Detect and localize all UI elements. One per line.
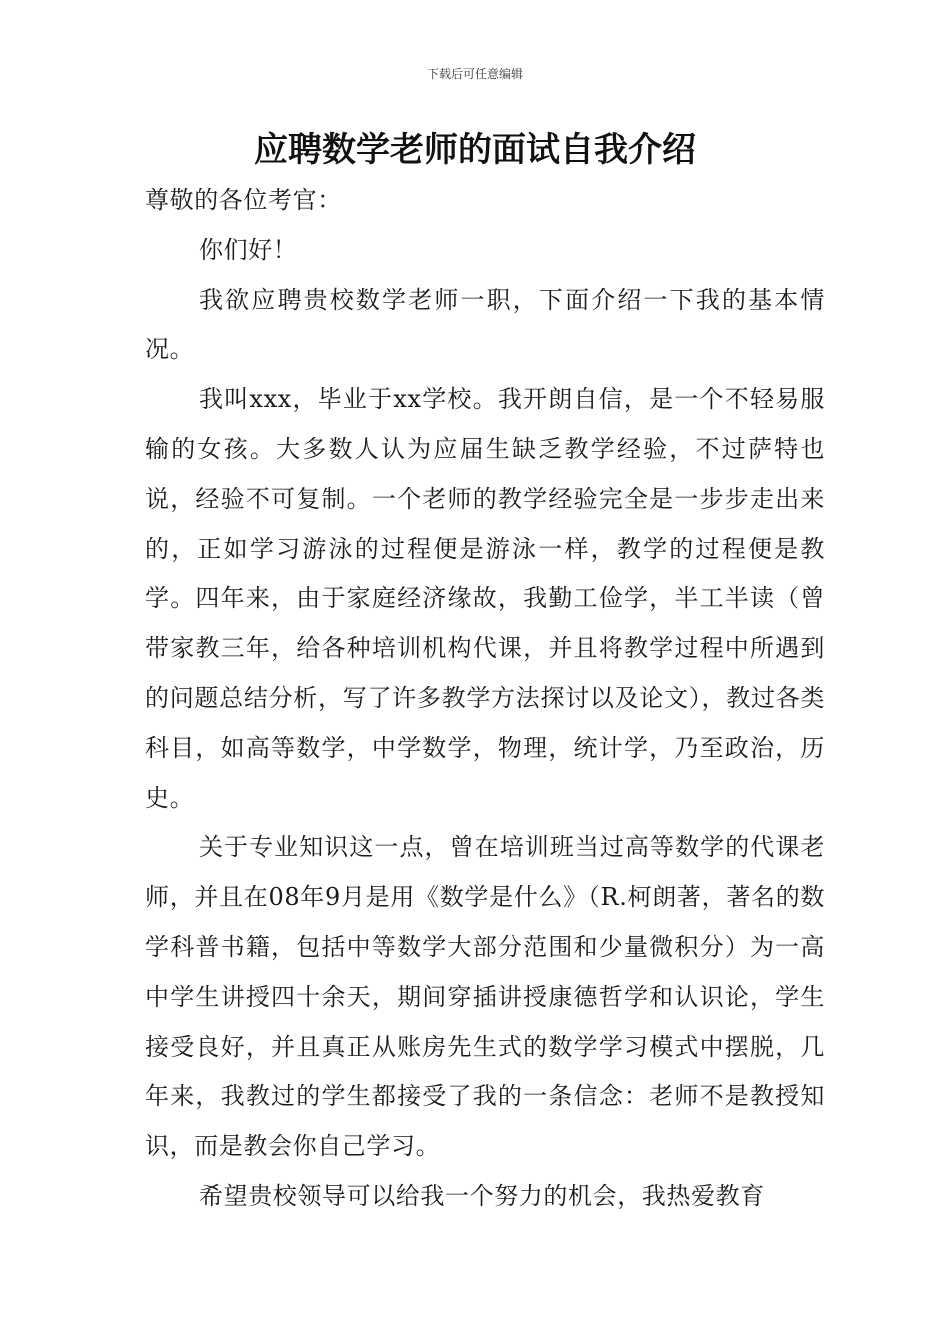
header-note: 下载后可任意编辑 bbox=[426, 67, 523, 81]
salutation: 尊敬的各位考官： bbox=[145, 186, 342, 214]
paragraph-background: 我叫xxx，毕业于xx学校。我开朗自信，是一个不轻易服输的女孩。大多数人认为应届生缺乏教学经验，不过萨特也说，经验不可复制。一个老师的教学经验完全是一步步走出来的，正如学习游泳的过程便是游泳一样，教学的过程便是教学。四年来，由于家庭经济缘故，我勤工俭学，半工半读（曾带家教三年，给各种培训机构代课，并且将教学过程中所遇到的问题总结分析，写了许多教学方法探讨以及论文），教过各类科目，如高等数学，中学数学，物理，统计学，乃至政治，历史。 bbox=[145, 385, 825, 812]
document-body bbox=[145, 176, 825, 1222]
paragraph-intro: 我欲应聘贵校数学老师一职，下面介绍一下我的基本情况。 bbox=[145, 285, 825, 364]
paragraph-expertise: 关于专业知识这一点，曾在培训班当过高等数学的代课老师，并且在08年9月是用《数学是什么》（R.柯朗著，著名的数学科普书籍，包括中等数学大部分范围和少量微积分）为一高中学生讲授四十余天，期间穿插讲授康德哲学和认识论，学生接受良好，并且真正从账房先生式的数学学习模式中摆脱，几年来，我教过的学生都接受了我的一条信念：老师不是教授知识，而是教会你自己学习。 bbox=[145, 833, 825, 1161]
paragraph-greeting: 你们好！ bbox=[199, 235, 298, 264]
paragraph-closing: 希望贵校领导可以给我一个努力的机会，我热爱教育 bbox=[199, 1181, 765, 1210]
document-title: 应聘数学老师的面试自我介绍 bbox=[254, 130, 696, 170]
